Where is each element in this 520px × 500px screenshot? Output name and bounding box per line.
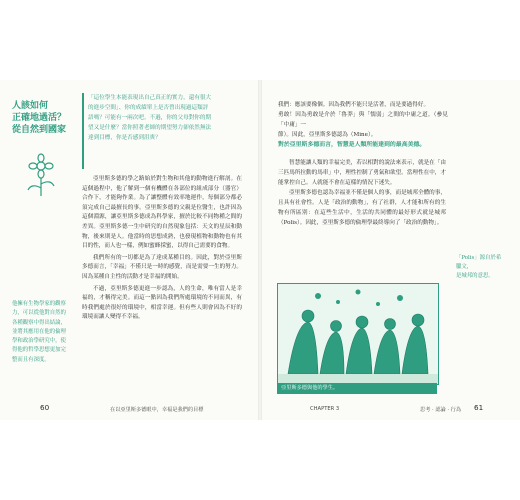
body-line: 節）。因此，亞里斯多德認為（Mine）。 [278, 132, 377, 138]
sidebar-title-line: 從自然到國家 [12, 125, 67, 135]
quote-line: 語嗎？可能有一兩次吧。不過，你的父母對你的期 [88, 115, 212, 121]
body-paragraph: 我們所有的一切都是為了達成某種目的。因此，對於亞里斯多德而言，「幸福」不僅只是一時的感覺，而是需要一生的努力。因為某種自主性的活動才是幸福的開始。 [82, 254, 242, 280]
quote-line: 「這位學生本能表現出自己真正的實力，還有很大 [88, 95, 212, 101]
body-paragraph: 智慧能讓人類的幸福完美，若以相對的說法來表示，就是在「由三匹馬所拉動的馬車」中，理性控制了勇氣和欲望。當理性在中，才能掌控自己。人就能不會在這樣的情況下迷失。 [278, 160, 446, 186]
chapter-sidebar-title [12, 100, 68, 136]
margin-note-line: 「Polis」源自於希臘文， [456, 255, 502, 270]
opening-quote [88, 93, 238, 143]
right-top-text [278, 100, 448, 140]
body-line: 我們：應該要像個。因為我們不能只是活著，而是要過得好。 [278, 102, 430, 108]
highlight-statement: 對於亞里斯多德而言，智慧是人類所能達到的最高美德。 [278, 141, 426, 148]
quote-rule [82, 93, 84, 169]
book-gutter [258, 80, 262, 420]
quote-line: 達到目標，你是否感到沮喪？ [88, 135, 161, 141]
body-paragraph: 亞里斯多德也認為幸福並不僅是個人的事，而是城邦全體的事，且具有社會性。人是「政治的動物」，有了社群，人才能和所有的生物有所區別：在這些生活中，生活的共同體的最好形式就是城邦（Polis）。因此，亞里斯多德的倫理學最終導向了「政治的動物」。 [278, 190, 446, 226]
sidebar-title-line: 人該如何 [12, 101, 49, 111]
illustration-caption [277, 383, 437, 394]
page-number-left: 60 [40, 403, 50, 412]
aristotle-woodcut-illustration [277, 283, 439, 385]
body-paragraph: 不過，亞里斯多德更進一步認為，人的生命，唯有當人是幸福的，才稱得完美。而這一點因為我們所處環境的不同而異，有時我們處於很好的環境中，相當幸運。但有些人則會因為不好的環境而讓人變得不幸福。 [82, 285, 242, 321]
body-paragraph: 亞里斯多德的學之路始於對生物和其他的動物進行解剖。在這個過程中，他了解到一個有機體在各部位的組成部分（器官）合作下，才能夠作業。為了讓整體有效率地運作，每個部分都必須完成自己最擅長的事。亞里斯多德的父親是位醫生，也許因為這個淵源，讓亞里斯多德成為科學家，擅於比較不同物種之間的差異。亞里斯多德一生中研究的自然現象包括：天文的星辰和動物，後來則是人。他當時的思想成熟，也發現植物和動物也有其目的性，而人也一樣，例如蜜蜂採蜜，以得自己需要的食物。 [82, 176, 242, 250]
margin-note-line: 是城邦的意思。 [456, 273, 494, 279]
polis-margin-note [456, 254, 502, 281]
right-body-text [278, 158, 446, 228]
body-line: 勇敢！因為勇敢是介於「魯莽」與「懦弱」之間的中庸之道。（參見「中庸」一 [278, 112, 448, 128]
left-body-text [82, 175, 242, 325]
footer-left: 在以亞里斯多德眼中，幸福是我們的目標 [110, 407, 204, 413]
quote-line: 望又是什麼？當你照著老師的期望努力卻依然無法 [88, 125, 212, 131]
caption-text: 亞里斯多德與他的學生。 [281, 385, 339, 391]
sidebar-title-line: 正確地過活？ [12, 113, 67, 123]
left-sidenote: 他擁有生物學家的觀察力，可以從他對自然的各種觀察中得出結論，並將其應用在他的倫理學和政治學研究中，使得他的哲學思想更加完整而且有深度。 [12, 301, 66, 363]
page-number-right: 61 [474, 403, 484, 412]
quote-line: 的進步空間」、你的成績單上是否曾出現過這類評 [88, 105, 209, 111]
footer-chapter: CHAPTER 3 [310, 406, 340, 412]
flower-icon [18, 152, 64, 198]
footer-right: 思考 · 認論 · 行為 [420, 407, 462, 413]
